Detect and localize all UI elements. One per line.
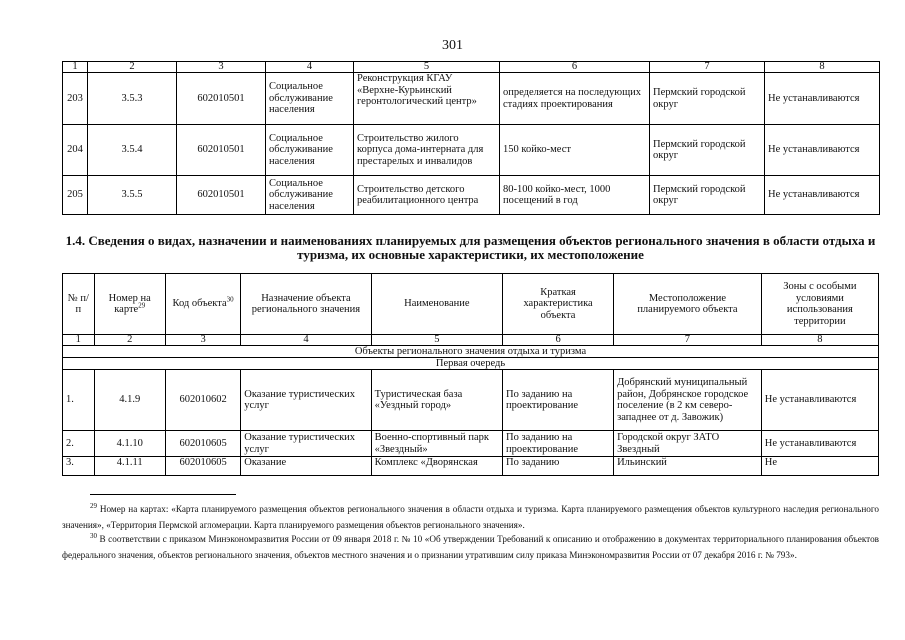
- object-purpose: Оказание туристических услуг: [241, 431, 371, 457]
- map-number: 3.5.3: [88, 73, 177, 125]
- object-purpose: Оказание туристических услуг: [241, 370, 371, 431]
- object-characteristics: По заданию на проектирование: [503, 370, 614, 431]
- footnote-text: В соответствии с приказом Минэкономразвития России от 09 января 2018 г. № 10 «Об утверждении Требований к описанию и отображению в документах территориального планирования объектов федерального значения, объектов регионального значения, объектов местного значения и о признании утратившим силу приказа Минэкономразвития России от 07 декабря 2016 г. № 793».: [62, 534, 880, 560]
- object-code: 602010602: [165, 370, 240, 431]
- column-number: 6: [500, 62, 650, 73]
- special-zones: Не устанавливаются: [761, 370, 878, 431]
- row-index: 1.: [63, 370, 95, 431]
- row-index: 3.: [63, 457, 95, 476]
- section-heading: 1.4. Сведения о видах, назначении и наименованиях планируемых для размещения объектов регионального значения в области отдыха и туризма, их основные характеристики, их местоположение: [65, 233, 876, 262]
- special-zones: Не устанавливаются: [765, 176, 880, 215]
- table-row: [63, 125, 880, 176]
- object-characteristics: определяется на последующих стадиях проектирования: [500, 73, 650, 125]
- object-location: Пермский городской округ: [650, 176, 765, 215]
- column-header-code: [165, 274, 240, 335]
- column-header-purpose: Назначение объекта регионального значения: [241, 274, 371, 335]
- table-row: [63, 73, 880, 125]
- footnote: [62, 502, 879, 533]
- object-location: Пермский городской округ: [650, 125, 765, 176]
- object-code: 602010501: [177, 73, 266, 125]
- object-location: Городской округ ЗАТО Звездный: [614, 431, 762, 457]
- column-header-index: № п/п: [63, 274, 95, 335]
- column-header-map-number: [94, 274, 165, 335]
- special-zones: Не устанавливаются: [765, 73, 880, 125]
- object-name: Строительство детского реабилитационного центра: [354, 176, 500, 215]
- table-row: [63, 431, 879, 457]
- column-number: 1: [63, 335, 95, 346]
- page-number: 301: [442, 38, 463, 53]
- table-row: [63, 370, 879, 431]
- footnote-text: Номер на картах: «Карта планируемого размещения объектов регионального значения в области отдыха и туризма. Карта планируемого размещения объектов культурного наследия регионального значения», «Территория Пермской агломерации. Карта планируемого размещения объектов регионального значения».: [62, 504, 880, 530]
- group-title: Объекты регионального значения отдыха и туризма: [63, 346, 879, 358]
- object-name: Строительство жилого корпуса дома-интерната для престарелых и инвалидов: [354, 125, 500, 176]
- table-row: [63, 457, 879, 476]
- object-name: Туристическая база «Уездный город»: [371, 370, 502, 431]
- column-number: 5: [354, 62, 500, 73]
- table-row: [63, 176, 880, 215]
- map-number: 4.1.10: [94, 431, 165, 457]
- column-header-zones: Зоны с особыми условиями использования территории: [761, 274, 878, 335]
- object-characteristics: 150 койко-мест: [500, 125, 650, 176]
- special-zones: Не устанавливаются: [765, 125, 880, 176]
- object-name: Военно-спортивный парк «Звездный»: [371, 431, 502, 457]
- table-header-row: [63, 274, 879, 335]
- footnote-ref: 30: [226, 295, 234, 304]
- row-index: 205: [63, 176, 88, 215]
- object-purpose: Социальное обслуживание населения: [266, 125, 354, 176]
- row-index: 2.: [63, 431, 95, 457]
- map-number: 4.1.9: [94, 370, 165, 431]
- map-number: 4.1.11: [94, 457, 165, 476]
- column-number: 2: [94, 335, 165, 346]
- column-header-name: Наименование: [371, 274, 502, 335]
- column-number: 2: [88, 62, 177, 73]
- object-code: 602010605: [165, 431, 240, 457]
- footnote-mark: 30: [90, 531, 97, 540]
- tourism-objects-table: [62, 273, 879, 476]
- object-code: 602010605: [165, 457, 240, 476]
- continued-table: [62, 61, 880, 215]
- column-header-characteristics: Краткая характеристика объекта: [503, 274, 614, 335]
- column-number: 1: [63, 62, 88, 73]
- object-code: 602010501: [177, 125, 266, 176]
- object-location: Добрянский муниципальный район, Добрянское городское поселение (в 2 км северо-западнее от д. Завожик): [614, 370, 762, 431]
- footnote-mark: 29: [90, 501, 97, 510]
- object-purpose: Социальное обслуживание населения: [266, 73, 354, 125]
- object-location: Пермский городской округ: [650, 73, 765, 125]
- column-number: 7: [650, 62, 765, 73]
- object-characteristics: 80-100 койко-мест, 1000 посещений в год: [500, 176, 650, 215]
- special-zones: Не: [761, 457, 878, 476]
- column-number: 8: [761, 335, 878, 346]
- object-characteristics: По заданию: [503, 457, 614, 476]
- map-number: 3.5.4: [88, 125, 177, 176]
- object-characteristics: По заданию на проектирование: [503, 431, 614, 457]
- column-number: 8: [765, 62, 880, 73]
- footnote-ref: 29: [138, 301, 146, 310]
- object-code: 602010501: [177, 176, 266, 215]
- footnote-separator: [90, 494, 236, 495]
- column-header-text: Код объекта: [172, 298, 227, 310]
- row-index: 203: [63, 73, 88, 125]
- column-number: 3: [177, 62, 266, 73]
- object-location: Ильинский: [614, 457, 762, 476]
- column-number: 3: [165, 335, 240, 346]
- column-number: 7: [614, 335, 762, 346]
- column-numbering-row: [63, 335, 879, 346]
- footnote: [62, 532, 879, 563]
- group-row: [63, 346, 879, 358]
- object-purpose: Социальное обслуживание населения: [266, 176, 354, 215]
- column-number: 4: [266, 62, 354, 73]
- row-index: 204: [63, 125, 88, 176]
- map-number: 3.5.5: [88, 176, 177, 215]
- special-zones: Не устанавливаются: [761, 431, 878, 457]
- column-number: 5: [371, 335, 502, 346]
- subgroup-row: [63, 358, 879, 370]
- column-header-location: Местоположение планируемого объекта: [614, 274, 762, 335]
- object-name: Реконструкция КГАУ «Верхне-Курьинский геронтологический центр»: [354, 73, 500, 125]
- column-header-text: Номер на карте: [108, 292, 151, 315]
- object-name: Комплекс «Дворянская: [371, 457, 502, 476]
- object-purpose: Оказание: [241, 457, 371, 476]
- column-number: 4: [241, 335, 371, 346]
- table-header-row: [63, 62, 880, 73]
- subgroup-title: Первая очередь: [63, 358, 879, 370]
- column-number: 6: [503, 335, 614, 346]
